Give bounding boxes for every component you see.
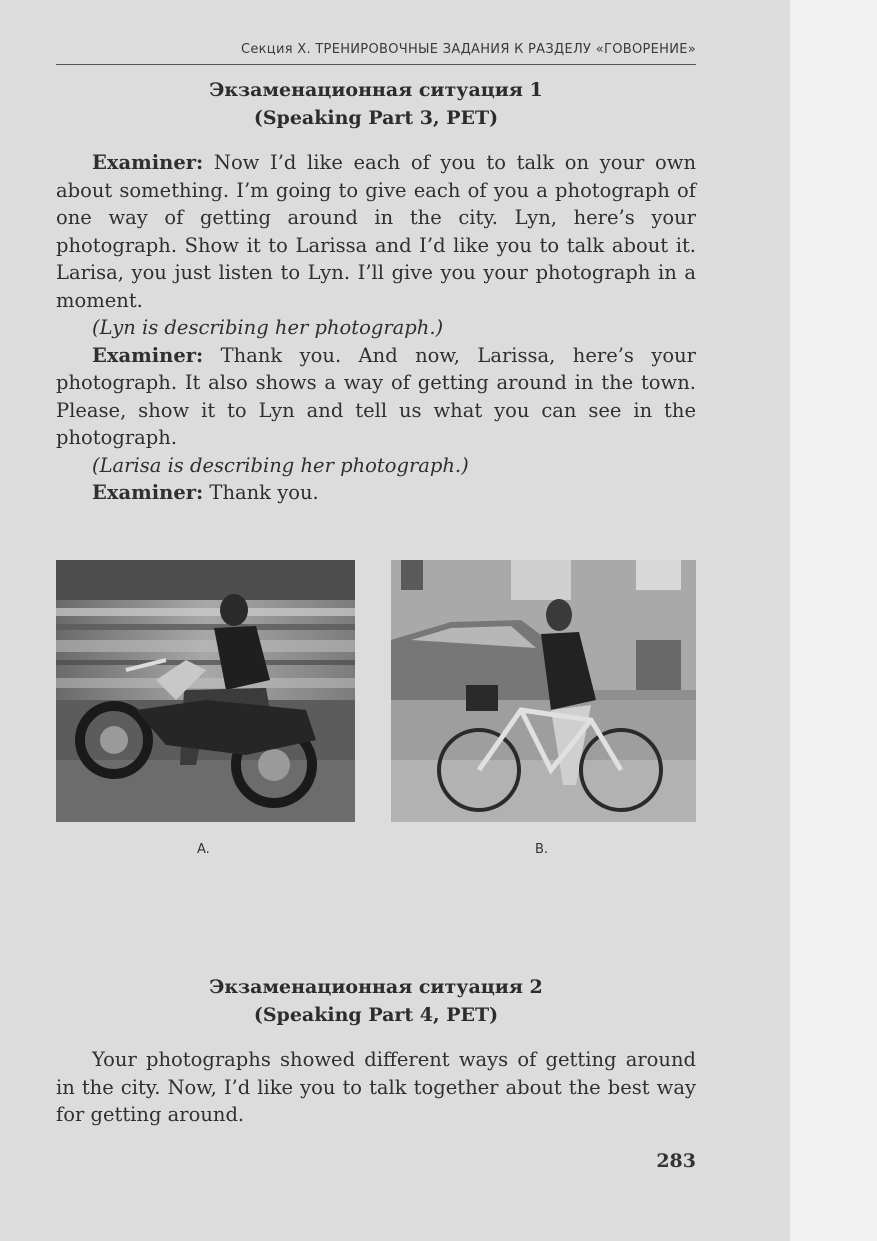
photo-b-caption: B.: [535, 842, 549, 857]
situation1-dialogue: [56, 149, 696, 507]
speech-text: Thank you.: [203, 481, 319, 504]
situation1-title: Экзаменационная ситуация 1: [209, 79, 543, 101]
running-head: Секция X. ТРЕНИРОВОЧНЫЕ ЗАДАНИЯ К РАЗДЕЛУ «ГОВОРЕНИЕ»: [240, 42, 696, 57]
instruction-paragraph: Your photographs showed different ways of getting around in the city. Now, I’d like you to talk together about the best way for getting around.: [56, 1048, 696, 1126]
speaker-label: Examiner:: [92, 481, 204, 504]
situation2-subtitle: (Speaking Part 4, PET): [253, 1004, 499, 1026]
speaker-label: Examiner:: [92, 151, 204, 174]
photo-b-bicycle: [391, 560, 696, 822]
dialogue-paragraph: [56, 479, 696, 507]
photo-a-motorcycle: [56, 560, 355, 822]
situation2-title: Экзаменационная ситуация 2: [209, 976, 543, 998]
speaker-label: Examiner:: [92, 343, 204, 367]
stage-direction: (Lyn is describing her photograph.): [92, 316, 444, 339]
scan-margin: [790, 0, 877, 1241]
running-head-rule: [56, 64, 696, 65]
speech-text: Now I’d like each of you to talk on your own about something. I’m going to give each of you a photograph of one way of getting around in the city. Lyn, here’s your photograph. Show it to Larissa and I’d like you to talk about it. Larisa, you just listen to Lyn. I’ll give you your photograph in a moment.: [56, 151, 696, 312]
dialogue-paragraph: [56, 149, 696, 314]
stage-direction: (Larisa is describing her photograph.): [92, 453, 469, 477]
page-number: 283: [656, 1150, 696, 1172]
speech-text: Thank you. And now, Larissa, here’s your photograph. It also shows a way of getting around in the town. Please, show it to Lyn and tell us what you can see in the photograph.: [56, 343, 696, 449]
dialogue-paragraph: [56, 342, 696, 452]
situation2-text: [56, 1046, 696, 1129]
photo-a-caption: A.: [197, 842, 210, 857]
situation1-subtitle: (Speaking Part 3, PET): [253, 107, 499, 129]
